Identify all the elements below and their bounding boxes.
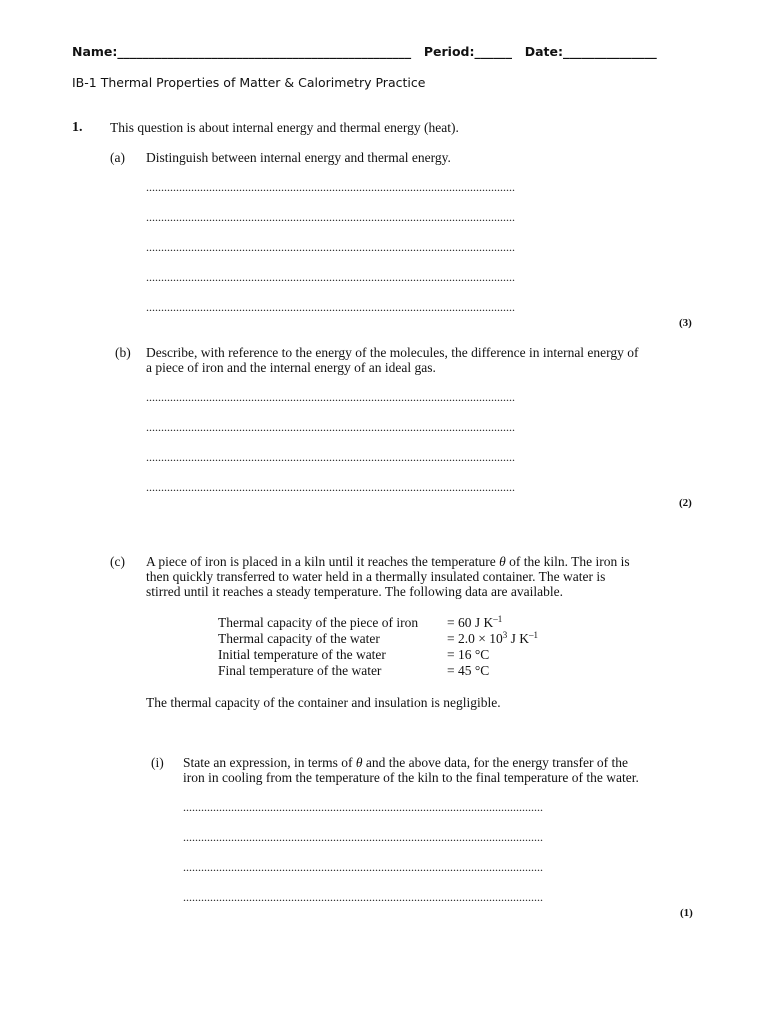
answer-line[interactable]: ........................................................................................................................... (146, 210, 515, 224)
part-b-marks: (2) (679, 497, 692, 509)
answer-line[interactable]: ........................................................................................................................... (146, 480, 515, 494)
answer-line[interactable]: ........................................................................................................................... (146, 270, 515, 284)
date-label: Date: (524, 44, 563, 59)
data-value: = $2.0 \times 10^3$ J $K^{-1}$ (447, 630, 538, 646)
data-value: = 60 J $K^{-1}$ (447, 614, 503, 630)
data-label: Initial temperature of the water (218, 647, 386, 662)
table-row (218, 631, 538, 647)
theta-symbol: θ (355, 755, 363, 770)
part-a-label: (a) (110, 150, 125, 165)
answer-line[interactable]: ........................................................................................................................ (183, 860, 543, 874)
part-b-label: (b) (115, 345, 131, 360)
subpart-i-marks: (1) (680, 907, 693, 919)
worksheet-title: IB-1 Thermal Properties of Matter & Calorimetry Practice (72, 75, 426, 90)
answer-line[interactable]: ........................................................................................................................... (146, 390, 515, 404)
table-row (218, 647, 538, 663)
name-label: Name: (72, 44, 118, 59)
data-table (218, 615, 538, 679)
data-label: Thermal capacity of the piece of iron (218, 615, 419, 630)
answer-line[interactable]: ........................................................................................................................... (146, 300, 515, 314)
part-c-text-line1: A piece of iron is placed in a kiln until it reaches the temperature θ of the kiln. The iron is (146, 554, 630, 569)
subpart-i-text-line1: State an expression, in terms of θ and the above data, for the energy transfer of the (183, 755, 628, 770)
part-a-text: Distinguish between internal energy and thermal energy. (146, 150, 451, 165)
student-info-header (72, 44, 657, 59)
answer-line[interactable]: ........................................................................................................................... (146, 420, 515, 434)
data-value: = 45 °C (447, 663, 490, 678)
question-number: 1. (72, 120, 83, 135)
part-c-label: (c) (110, 554, 125, 569)
question-stem: This question is about internal energy and thermal energy (heat). (110, 120, 459, 135)
part-c-note: The thermal capacity of the container and insulation is negligible. (146, 695, 501, 710)
answer-line[interactable]: ........................................................................................................................... (146, 240, 515, 254)
theta-symbol: θ (499, 554, 506, 569)
answer-line[interactable]: ........................................................................................................................... (146, 180, 515, 194)
table-row (218, 663, 538, 679)
part-a-marks: (3) (679, 317, 692, 329)
table-row (218, 615, 538, 631)
answer-line[interactable]: ........................................................................................................................ (183, 800, 543, 814)
part-b-text-line2: a piece of iron and the internal energy of an ideal gas. (146, 360, 436, 375)
data-label: Final temperature of the water (218, 663, 382, 678)
answer-line[interactable]: ........................................................................................................................ (183, 830, 543, 844)
data-label: Thermal capacity of the water (218, 631, 380, 646)
part-c-text-line2: then quickly transferred to water held in a thermally insulated container. The water is (146, 569, 606, 584)
period-label: Period: (423, 44, 475, 59)
part-b-text-line1: Describe, with reference to the energy of the molecules, the difference in internal energy of (146, 345, 639, 360)
subpart-i-text-line2: iron in cooling from the temperature of the kiln to the final temperature of the water. (183, 770, 639, 785)
name-input-line[interactable]: _______________________________________________ (117, 44, 412, 59)
answer-line[interactable]: ........................................................................................................................... (146, 450, 515, 464)
answer-line[interactable]: ........................................................................................................................ (183, 890, 543, 904)
period-input-line[interactable]: ______ (474, 44, 512, 59)
subpart-i-label: (i) (151, 755, 164, 770)
date-input-line[interactable]: _______________ (562, 44, 657, 59)
part-c-text-line3: stirred until it reaches a steady temperature. The following data are available. (146, 584, 563, 599)
data-value: = 16 °C (447, 647, 490, 662)
